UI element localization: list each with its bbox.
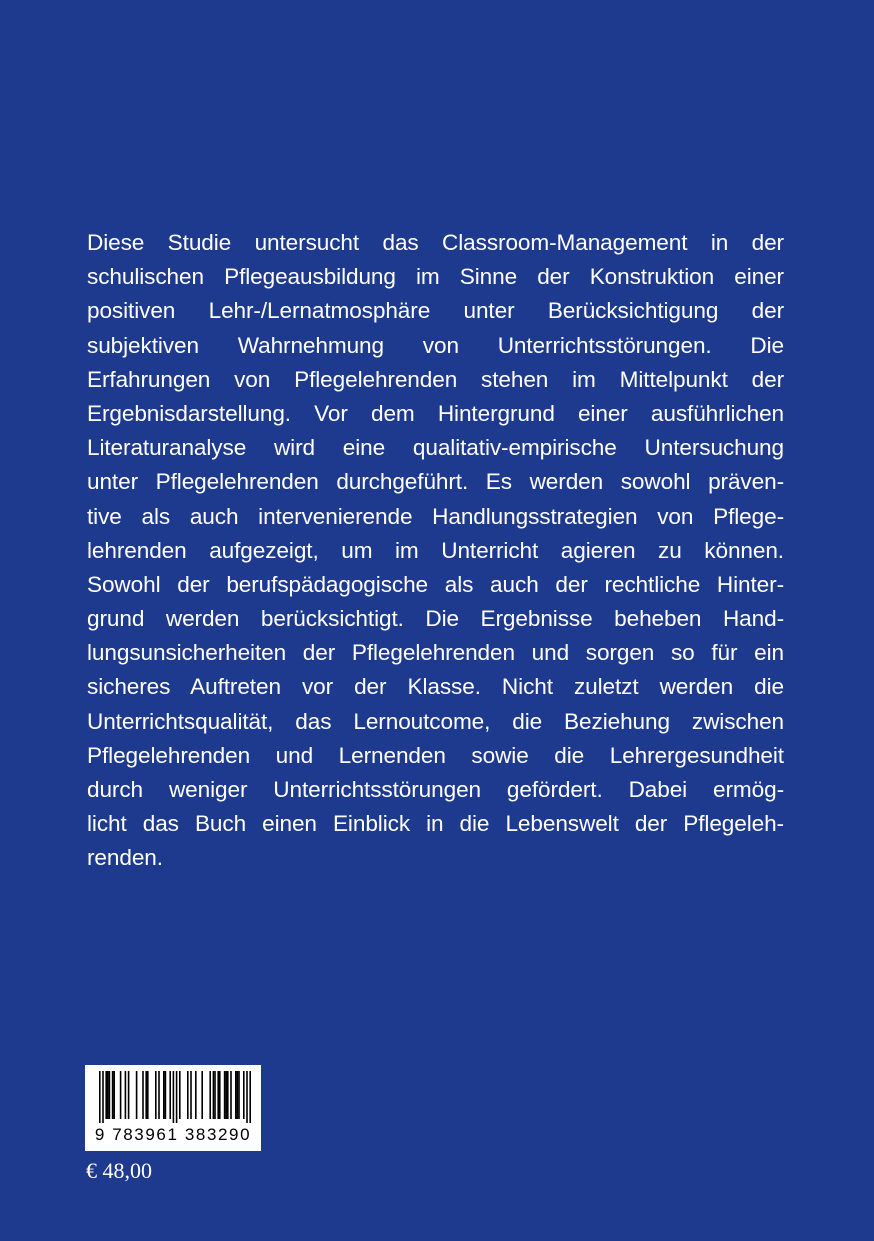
blurb-line: licht das Buch einen Einblick in die Lebenswelt der Pflegeleh- xyxy=(87,811,784,837)
blurb-line: Diese Studie untersucht das Classroom-Management in der xyxy=(87,230,784,255)
barcode-bar xyxy=(201,1071,203,1119)
blurb-line: Ergebnisdarstellung. Vor dem Hintergrund einer ausführlichen xyxy=(87,400,784,426)
barcode-bar xyxy=(246,1071,248,1123)
blurb-line: durch weniger Unterrichtsstörungen gefördert. Dabei ermög- xyxy=(87,777,784,802)
price-label: € 48,00 xyxy=(86,1158,152,1183)
blurb-line: tive als auch intervenierende Handlungsstrategien von Pflege- xyxy=(87,503,784,529)
barcode-bar xyxy=(187,1071,189,1119)
barcode-bar xyxy=(107,1071,109,1119)
barcode-bar xyxy=(109,1071,111,1119)
isbn-number: 9 783961 383290 xyxy=(94,1125,252,1144)
barcode-bar xyxy=(214,1071,216,1119)
blurb-line: sicheres Auftreten vor der Klasse. Nicht zuletzt werden die xyxy=(87,674,784,700)
blurb-text xyxy=(87,226,784,876)
barcode-bar xyxy=(225,1071,227,1119)
barcode-bar xyxy=(237,1071,239,1119)
barcode-bar xyxy=(227,1071,229,1119)
blurb-line: grund werden berücksichtigt. Die Ergebnisse beheben Hand- xyxy=(87,606,784,632)
blurb-line: subjektiven Wahrnehmung von Unterrichtsstörungen. Die xyxy=(87,332,784,358)
blurb-line: Unterrichtsqualität, das Lernoutcome, die Beziehung zwischen xyxy=(87,708,784,734)
barcode-bar xyxy=(128,1071,130,1119)
barcode-bar xyxy=(120,1071,122,1119)
barcode-bar xyxy=(209,1071,211,1119)
barcode-bar xyxy=(224,1071,226,1119)
blurb-line: lehrenden aufgezeigt, um im Unterricht agieren zu können. xyxy=(87,537,784,563)
barcode-bars xyxy=(85,1065,261,1125)
barcode-bar xyxy=(217,1071,219,1119)
isbn-barcode xyxy=(85,1065,261,1151)
barcode-bar xyxy=(190,1071,192,1119)
barcode-bar xyxy=(195,1071,197,1119)
barcode-bar xyxy=(249,1071,251,1123)
blurb-line: renden. xyxy=(87,845,163,871)
barcode-bar xyxy=(238,1071,240,1119)
barcode-bar xyxy=(235,1071,237,1119)
barcode-bar xyxy=(169,1071,171,1119)
barcode-bar xyxy=(105,1071,107,1119)
barcode-bar xyxy=(112,1071,114,1119)
barcode-bar xyxy=(147,1071,149,1119)
barcode-bar xyxy=(99,1071,101,1123)
barcode-bar xyxy=(213,1071,215,1119)
blurb-line: lungsunsicherheiten der Pflegelehrenden und sorgen so für ein xyxy=(87,640,784,666)
barcode-bar xyxy=(230,1071,232,1119)
barcode-bar xyxy=(176,1071,178,1123)
barcode-bar xyxy=(158,1071,160,1119)
blurb-line: Pflegelehrenden und Lernenden sowie die Lehrergesundheit xyxy=(87,742,784,768)
blurb-line: schulischen Pflegeausbildung im Sinne der Konstruktion einer xyxy=(87,264,784,290)
barcode-bar xyxy=(145,1071,147,1119)
barcode-bar xyxy=(102,1071,104,1123)
barcode-bar xyxy=(163,1071,165,1119)
barcode-bar xyxy=(155,1071,157,1119)
barcode-bar xyxy=(219,1071,221,1119)
blurb-line: Literaturanalyse wird eine qualitativ-empirische Untersuchung xyxy=(87,435,784,461)
barcode-bar xyxy=(125,1071,127,1119)
blurb-line: Erfahrungen von Pflegelehrenden stehen im Mittelpunkt der xyxy=(87,366,784,392)
barcode-bar xyxy=(113,1071,115,1119)
blurb-line: unter Pflegelehrenden durchgeführt. Es werden sowohl präven- xyxy=(87,469,784,495)
blurb-line: Sowohl der berufspädagogische als auch der rechtliche Hinter- xyxy=(87,571,784,597)
barcode-bar xyxy=(243,1071,245,1119)
blurb-line: positiven Lehr-/Lernatmosphäre unter Berücksichtigung der xyxy=(87,298,784,324)
barcode-bar xyxy=(142,1071,144,1119)
barcode-bar xyxy=(173,1071,175,1123)
barcode-bar xyxy=(165,1071,167,1119)
barcode-bar xyxy=(136,1071,138,1119)
barcode-bar xyxy=(179,1071,181,1119)
